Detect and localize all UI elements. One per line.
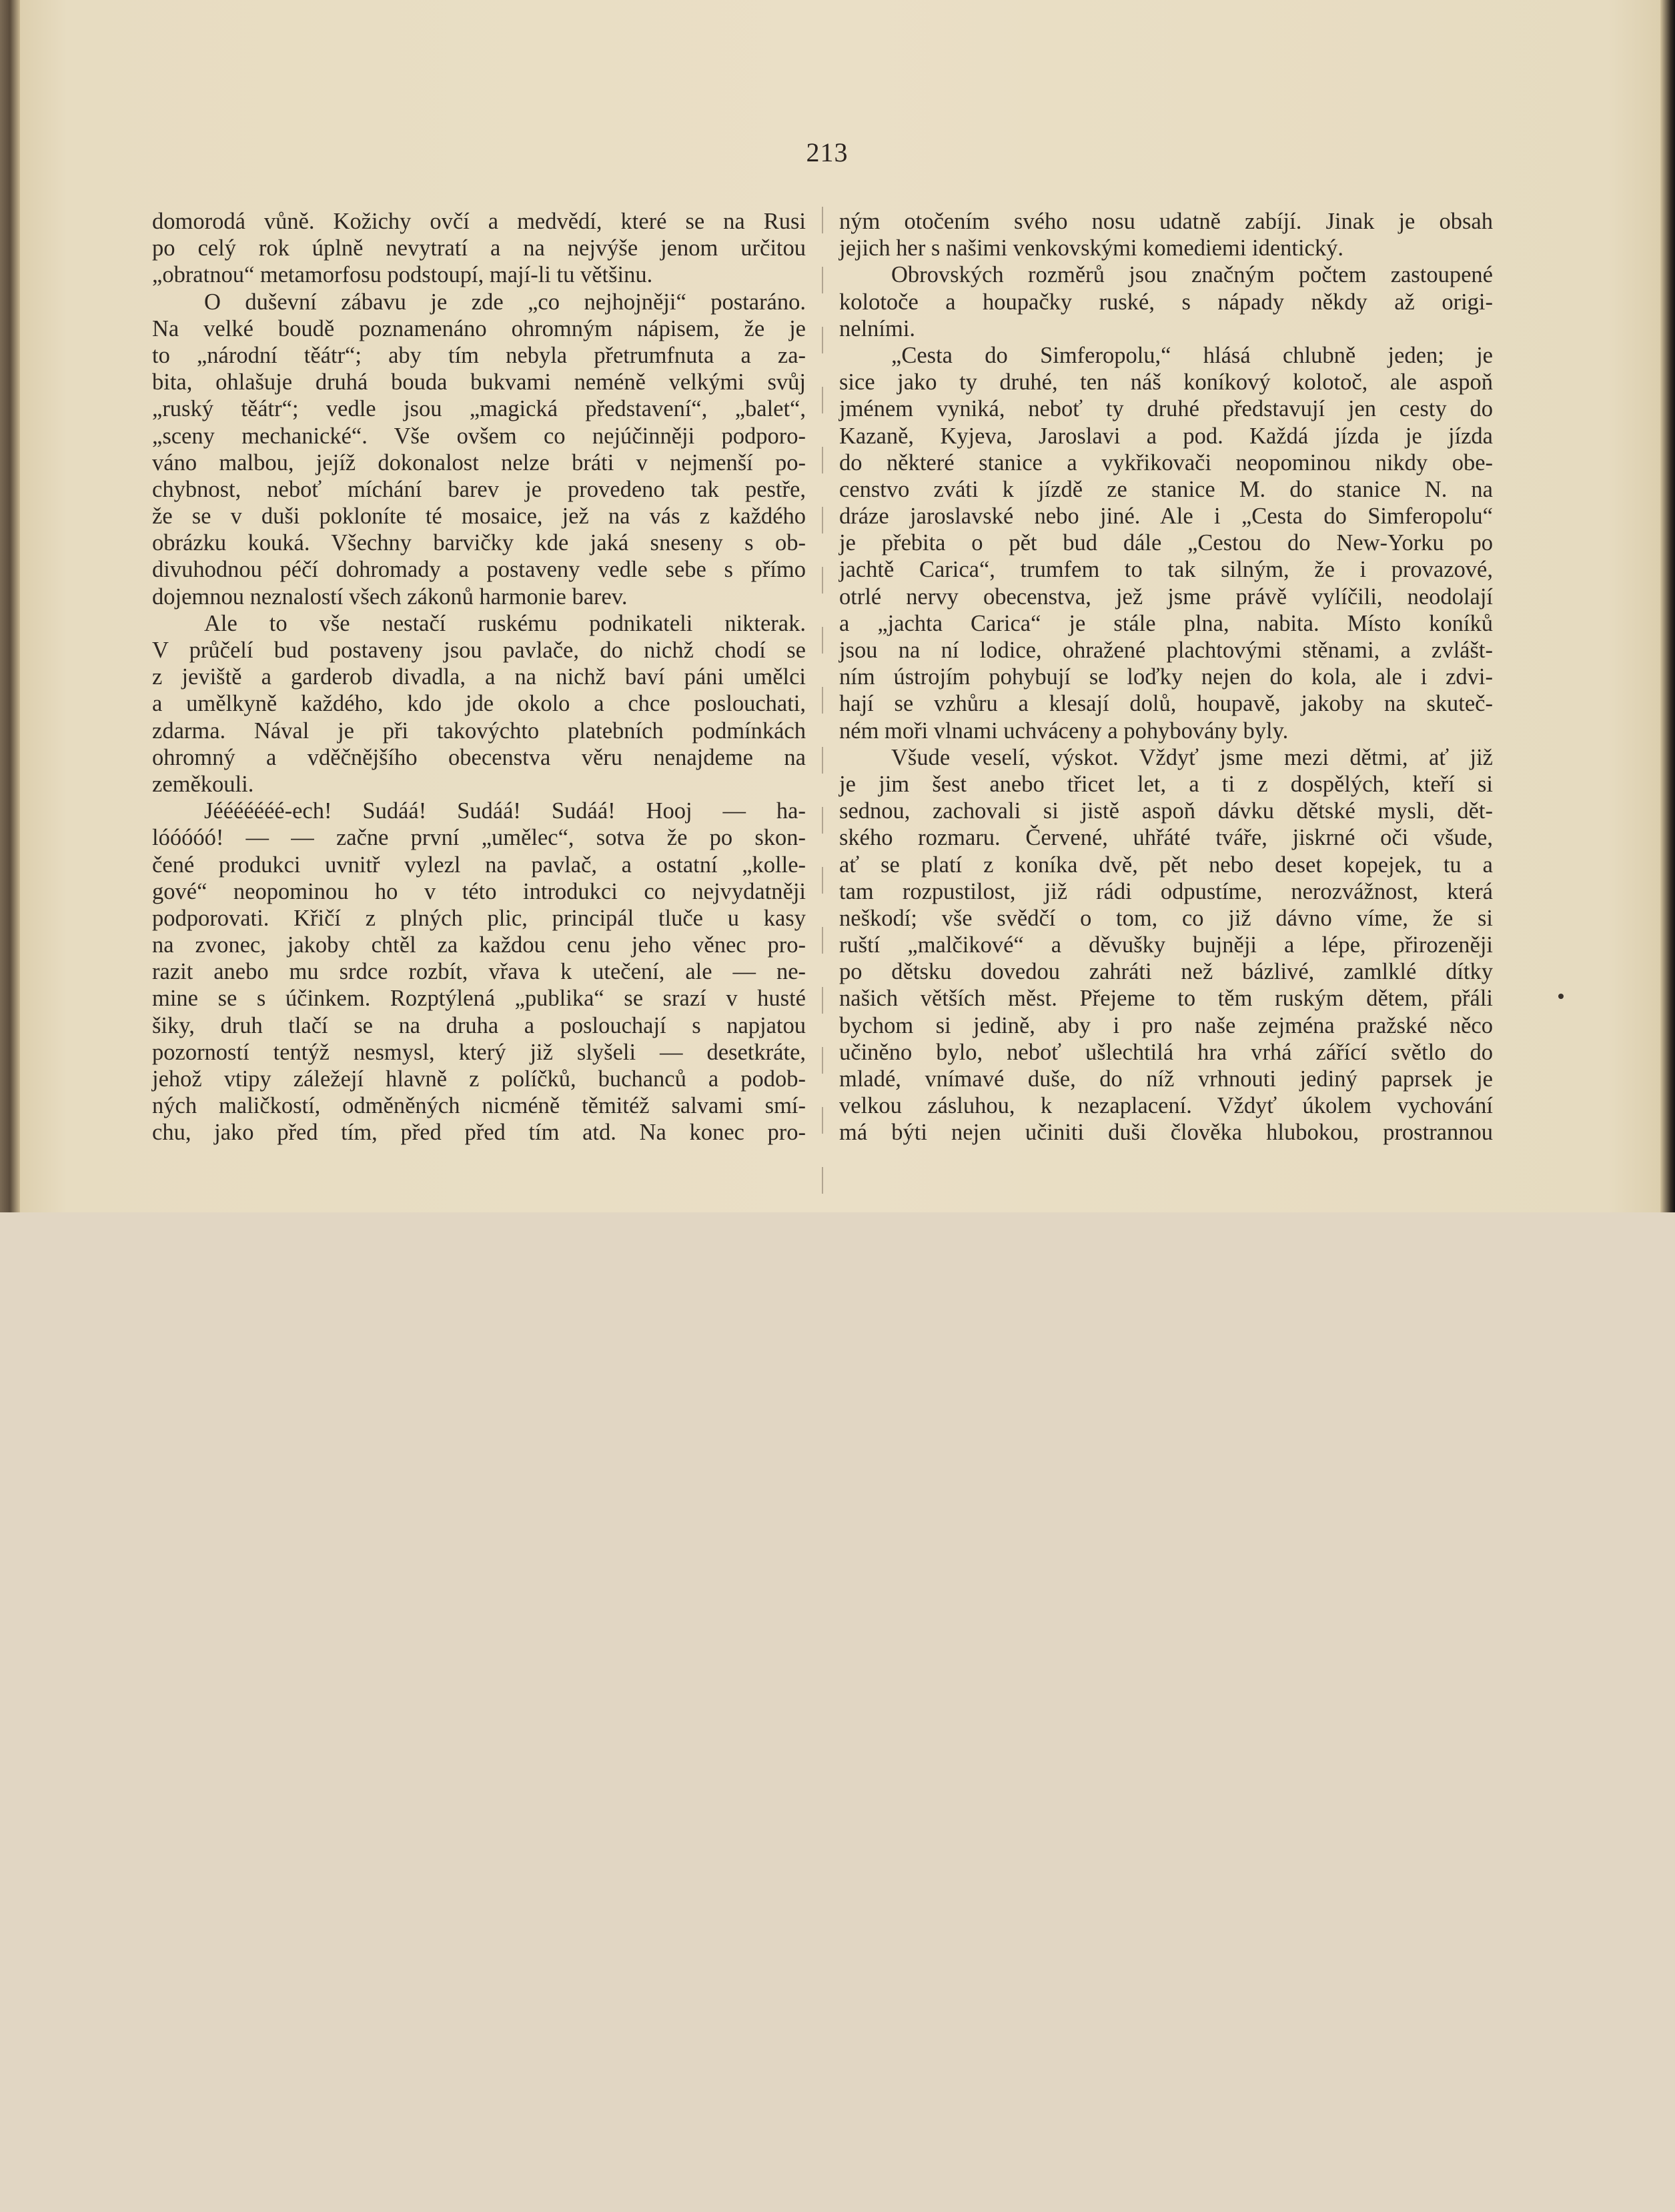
text-line: bita, ohlašuje druhá bouda bukvami neméně velkými svůj [152,369,806,395]
text-line: čené produkci uvnitř vylezl na pavlač, a ostatní „kolle- [152,852,806,878]
text-line: Obrovských rozměrů jsou značným počtem zastoupené [891,262,1493,288]
text-line: zeměkouli. [152,771,254,797]
text-line: bychom si jedině, aby i pro naše zejména pražské něco [839,1012,1493,1038]
text-line: „obratnou“ metamorfosu podstoupí, mají-li tu většinu. [152,262,653,288]
text-line: pozorností tentýž nesmysl, který již slyšeli — desetkráte, [152,1039,806,1065]
text-line: mine se s účinkem. Rozptýlená „publika“ se srazí v husté [152,986,806,1012]
column-divider [822,207,823,1210]
book-binding-edge [0,0,20,1212]
text-line: šiky, druh tlačí se na druha a poslouchají s napjatou [152,1012,806,1038]
text-line: po celý rok úplně nevytratí a na nejvýše jenom určitou [152,235,806,261]
text-line: zdarma. Nával je při takovýchto platebních podmínkách [152,718,806,744]
text-line: „ruský těátr“; vedle jsou „magická představení“, „balet“, [152,396,806,422]
text-line: ského rozmaru. Červené, uhřáté tváře, jiskrné oči všude, [839,825,1493,851]
text-line: našich větších měst. Přejeme to těm ruským dětem, přáli [839,986,1493,1012]
text-line: váno malbou, jejíž dokonalost nelze bráti v nejmenší po- [152,449,806,475]
text-line: velkou zásluhou, k nezaplacení. Vždyť úkolem vychování [839,1093,1493,1119]
text-line: ným otočením svého nosu udatně zabíjí. Jinak je obsah [839,209,1493,234]
right-text-column [839,208,1493,1146]
text-line: Kazaně, Kyjeva, Jaroslavi a pod. Každá jízda je jízda [839,423,1493,449]
text-line: jehož vtipy záležejí hlavně z políčků, buchanců a podob- [152,1066,806,1092]
text-line: Ale to vše nestačí ruskému podnikateli nikterak. [204,610,806,636]
text-line: jachtě Carica“, trumfem to tak silným, že i provazové, [839,557,1493,583]
text-line: divuhodnou péčí dohromady a postaveny vedle sebe s přímo [152,557,806,583]
text-line: V průčelí bud postaveny jsou pavlače, do nichž chodí se [152,638,806,663]
text-line: učiněno bylo, neboť ušlechtilá hra vrhá zářící světlo do [839,1039,1493,1065]
text-line: razit anebo mu srdce rozbít, vřava k utečení, ale — ne- [152,959,806,985]
text-line: sice jako ty druhé, ten náš koníkový kolotoč, ale aspoň [839,369,1493,395]
text-line: z jeviště a garderob divadla, a na nichž baví páni umělci [152,664,806,690]
text-line: jejich her s našimi venkovskými komediemi identický. [839,235,1343,261]
text-line: na zvonec, jakoby chtěl za každou cenu jeho věnec pro- [152,932,806,958]
text-line: lóóóóó! — — začne první „umělec“, sotva že po skon- [152,825,806,851]
text-line: chybnost, neboť míchání barev je provedeno tak pestře, [152,476,806,502]
text-line: domorodá vůně. Kožichy ovčí a medvědí, které se na Rusi [152,209,806,234]
text-line: hají se vzhůru a klesají dolů, houpavě, jakoby na skuteč- [839,691,1493,717]
text-line: censtvo zváti k jízdě ze stanice M. do stanice N. na [839,476,1493,502]
text-line: dojemnou neznalostí všech zákonů harmonie barev. [152,584,628,610]
text-line: jsou na ní lodice, ohražené plachtovými stěnami, a zvlášt- [839,638,1493,663]
text-line: „sceny mechanické“. Vše ovšem co nejúčinněji podporo- [152,423,806,449]
text-line: ruští „malčikové“ a děvušky bujněji a lépe, přirozeněji [839,932,1493,958]
text-line: ohromný a vděčnějšího obecenstva věru nenajdeme na [152,744,806,770]
text-line: po dětsku dovedou zahráti než bázlivé, zamlklé dítky [839,959,1493,985]
text-line: do některé stanice a vykřikovači neopominou nikdy obe- [839,449,1493,475]
text-line: je jim šest anebo třicet let, a ti z dospělých, kteří si [839,771,1493,797]
text-line: podporovati. Křičí z plných plic, principál tluče u kasy [152,905,806,931]
text-line: ať se platí z koníka dvě, pět nebo deset kopejek, tu a [839,852,1493,878]
text-line: chu, jako před tím, před před tím atd. Na konec pro- [152,1120,806,1146]
text-line: je přebita o pět bud dále „Cestou do New-Yorku po [839,530,1493,556]
page-number: 213 [806,137,849,167]
text-line: Na velké boudě poznamenáno ohromným nápisem, že je [152,315,806,341]
text-line: O duševní zábavu je zde „co nejhojněji“ postaráno. [204,289,806,315]
text-line: „Cesta do Simferopolu,“ hlásá chlubně jeden; je [891,342,1493,368]
text-line: nelními. [839,315,916,341]
text-line: neškodí; vše svědčí o tom, co již dávno víme, že si [839,905,1493,931]
text-line: že se v duši pokloníte té mosaice, jež na vás z každého [152,503,806,529]
text-line: Jééééééé-ech! Sudáá! Sudáá! Sudáá! Hooj — ha- [204,798,806,824]
text-line: má býti nejen učiniti duši člověka hlubokou, prostrannou [839,1120,1493,1146]
text-line: to „národní těátr“; aby tím nebyla přetrumfnuta a za- [152,342,806,368]
text-line: gové“ neopominou ho v této introdukci co nejvydatněji [152,878,806,904]
text-line: ném moři vlnami uchváceny a pohybovány byly. [839,718,1289,744]
ink-speck [1558,994,1564,999]
text-line: kolotoče a houpačky ruské, s nápady někdy až origi- [839,289,1493,315]
text-line: dráze jaroslavské nebo jiné. Ale i „Cesta do Simferopolu“ [839,503,1493,529]
text-line: otrlé nervy obecenstva, jež jsme právě vylíčili, neodolají [839,584,1493,610]
text-line: a umělkyně každého, kdo jde okolo a chce poslouchati, [152,691,806,717]
text-line: sednou, zachovali si jistě aspoň dávku dětské mysli, dět- [839,798,1493,824]
text-line: ním ústrojím pohybují se loďky nejen do kola, ale i zdvi- [839,664,1493,690]
text-line: a „jachta Carica“ je stále plna, nabita. Místo koníků [839,610,1493,636]
text-line: jménem vyniká, neboť ty druhé představují jen cesty do [839,396,1493,422]
text-line: mladé, vnímavé duše, do níž vrhnouti jediný paprsek je [839,1066,1493,1092]
text-line: tam rozpustilost, již rádi odpustíme, nerozvážnost, která [839,878,1493,904]
page-right-edge [1660,0,1675,1212]
text-line: ných maličkostí, odměněných nicméně těmitéž salvami smí- [152,1093,806,1119]
text-line: Všude veselí, výskot. Vždyť jsme mezi dětmi, ať již [891,744,1493,770]
left-text-column [152,208,806,1146]
text-line: obrázku kouká. Všechny barvičky kde jaká sneseny s ob- [152,530,806,556]
